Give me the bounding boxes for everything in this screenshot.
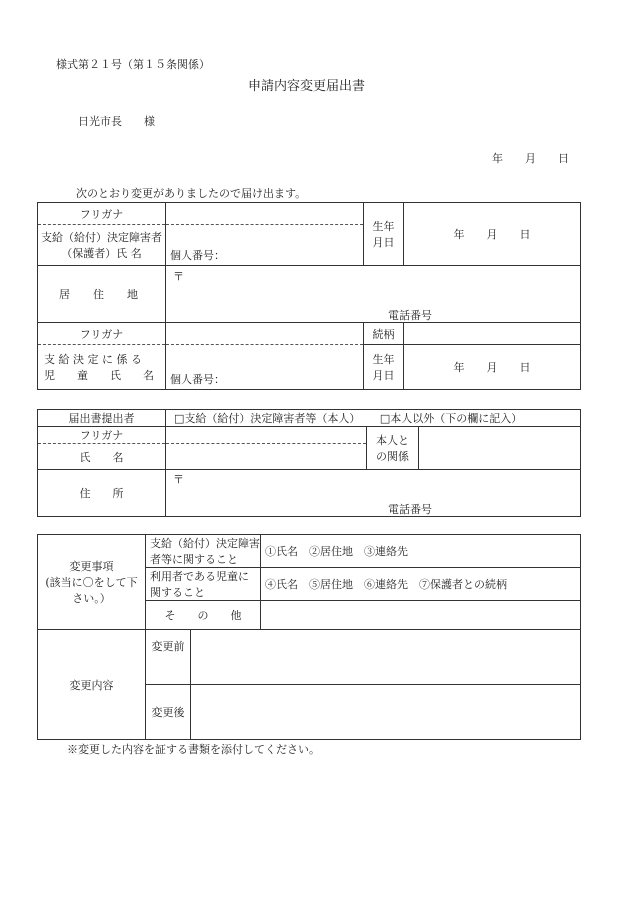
submitter-name-label: 氏 名: [38, 444, 166, 470]
submitter-relation-label: 本人と の関係: [367, 427, 419, 470]
relation-input[interactable]: [404, 323, 581, 345]
guardian-name-label: 支給（給付）決定障害者 （保護者）氏 名: [38, 225, 166, 266]
child-name-input[interactable]: [166, 345, 364, 390]
submitter-furigana-label: フリガナ: [38, 427, 166, 444]
postal-mark: 〒: [173, 270, 184, 283]
option-self-checkbox[interactable]: □支給（給付）決定障害者等（本人）: [174, 412, 361, 425]
addressee: 日光市長 様: [78, 115, 155, 128]
change-content-label: 変更内容: [38, 630, 146, 740]
address-input[interactable]: [166, 266, 581, 323]
submitter-options: [166, 410, 581, 427]
category-recipient: 支給（給付）決定障害 者等に関すること: [146, 535, 261, 568]
category-recipient-options[interactable]: ①氏名 ②居住地 ③連絡先: [261, 535, 581, 568]
phone-label: 電話番号: [388, 309, 432, 322]
option-other-checkbox[interactable]: □本人以外（下の欄に記入）: [379, 412, 523, 425]
submitter-name-input[interactable]: [166, 444, 367, 470]
intro-text: 次のとおり変更がありましたので届け出ます。: [76, 187, 307, 200]
submission-date[interactable]: 年 月 日: [492, 152, 569, 165]
submitter-relation-input[interactable]: [419, 427, 581, 470]
category-other-input[interactable]: [261, 601, 581, 630]
relation-label: 続柄: [364, 323, 404, 345]
furigana-label: フリガナ: [38, 203, 166, 225]
submitter-table: [37, 409, 581, 517]
birth-label: 生年 月日: [364, 203, 404, 266]
change-items-label: 変更事項 (該当に〇をして下 さい。）: [38, 535, 146, 630]
change-table: [37, 534, 581, 740]
phone-label: 電話番号: [388, 503, 432, 516]
before-input[interactable]: [191, 630, 581, 685]
after-input[interactable]: [191, 685, 581, 740]
guardian-name-input[interactable]: [166, 225, 364, 266]
address-label: 居 住 地: [38, 266, 166, 323]
applicant-table: [37, 202, 581, 390]
category-child: 利用者である児童に 関すること: [146, 568, 261, 601]
submitter-address-input[interactable]: [166, 470, 581, 517]
kojin-bango-label: 個人番号：: [170, 249, 225, 262]
child-birth-label: 生年 月日: [364, 345, 404, 390]
kojin-bango-label: 個人番号：: [170, 373, 225, 386]
child-birth-date-field[interactable]: 年 月 日: [404, 345, 581, 390]
before-label: 変更前: [146, 630, 191, 685]
form-title: 申請内容変更届出書: [248, 79, 366, 94]
postal-mark: 〒: [173, 473, 184, 486]
category-other: そ の 他: [146, 601, 261, 630]
submitter-label: 届出書提出者: [38, 410, 166, 427]
birth-date-field[interactable]: 年 月 日: [404, 203, 581, 266]
after-label: 変更後: [146, 685, 191, 740]
furigana-input[interactable]: [166, 203, 364, 225]
submitter-address-label: 住 所: [38, 470, 166, 517]
child-name-label: 支 給 決 定 に 係 る 児 童 氏 名: [38, 345, 166, 390]
child-furigana-label: フリガナ: [38, 323, 166, 345]
category-child-options[interactable]: ④氏名 ⑤居住地 ⑥連絡先 ⑦保護者との続柄: [261, 568, 581, 601]
submitter-furigana-input[interactable]: [166, 427, 367, 444]
child-furigana-input[interactable]: [166, 323, 364, 345]
form-number: 様式第２１号（第１５条関係）: [56, 58, 210, 71]
footer-note: ※変更した内容を証する書類を添付してください。: [67, 743, 320, 756]
